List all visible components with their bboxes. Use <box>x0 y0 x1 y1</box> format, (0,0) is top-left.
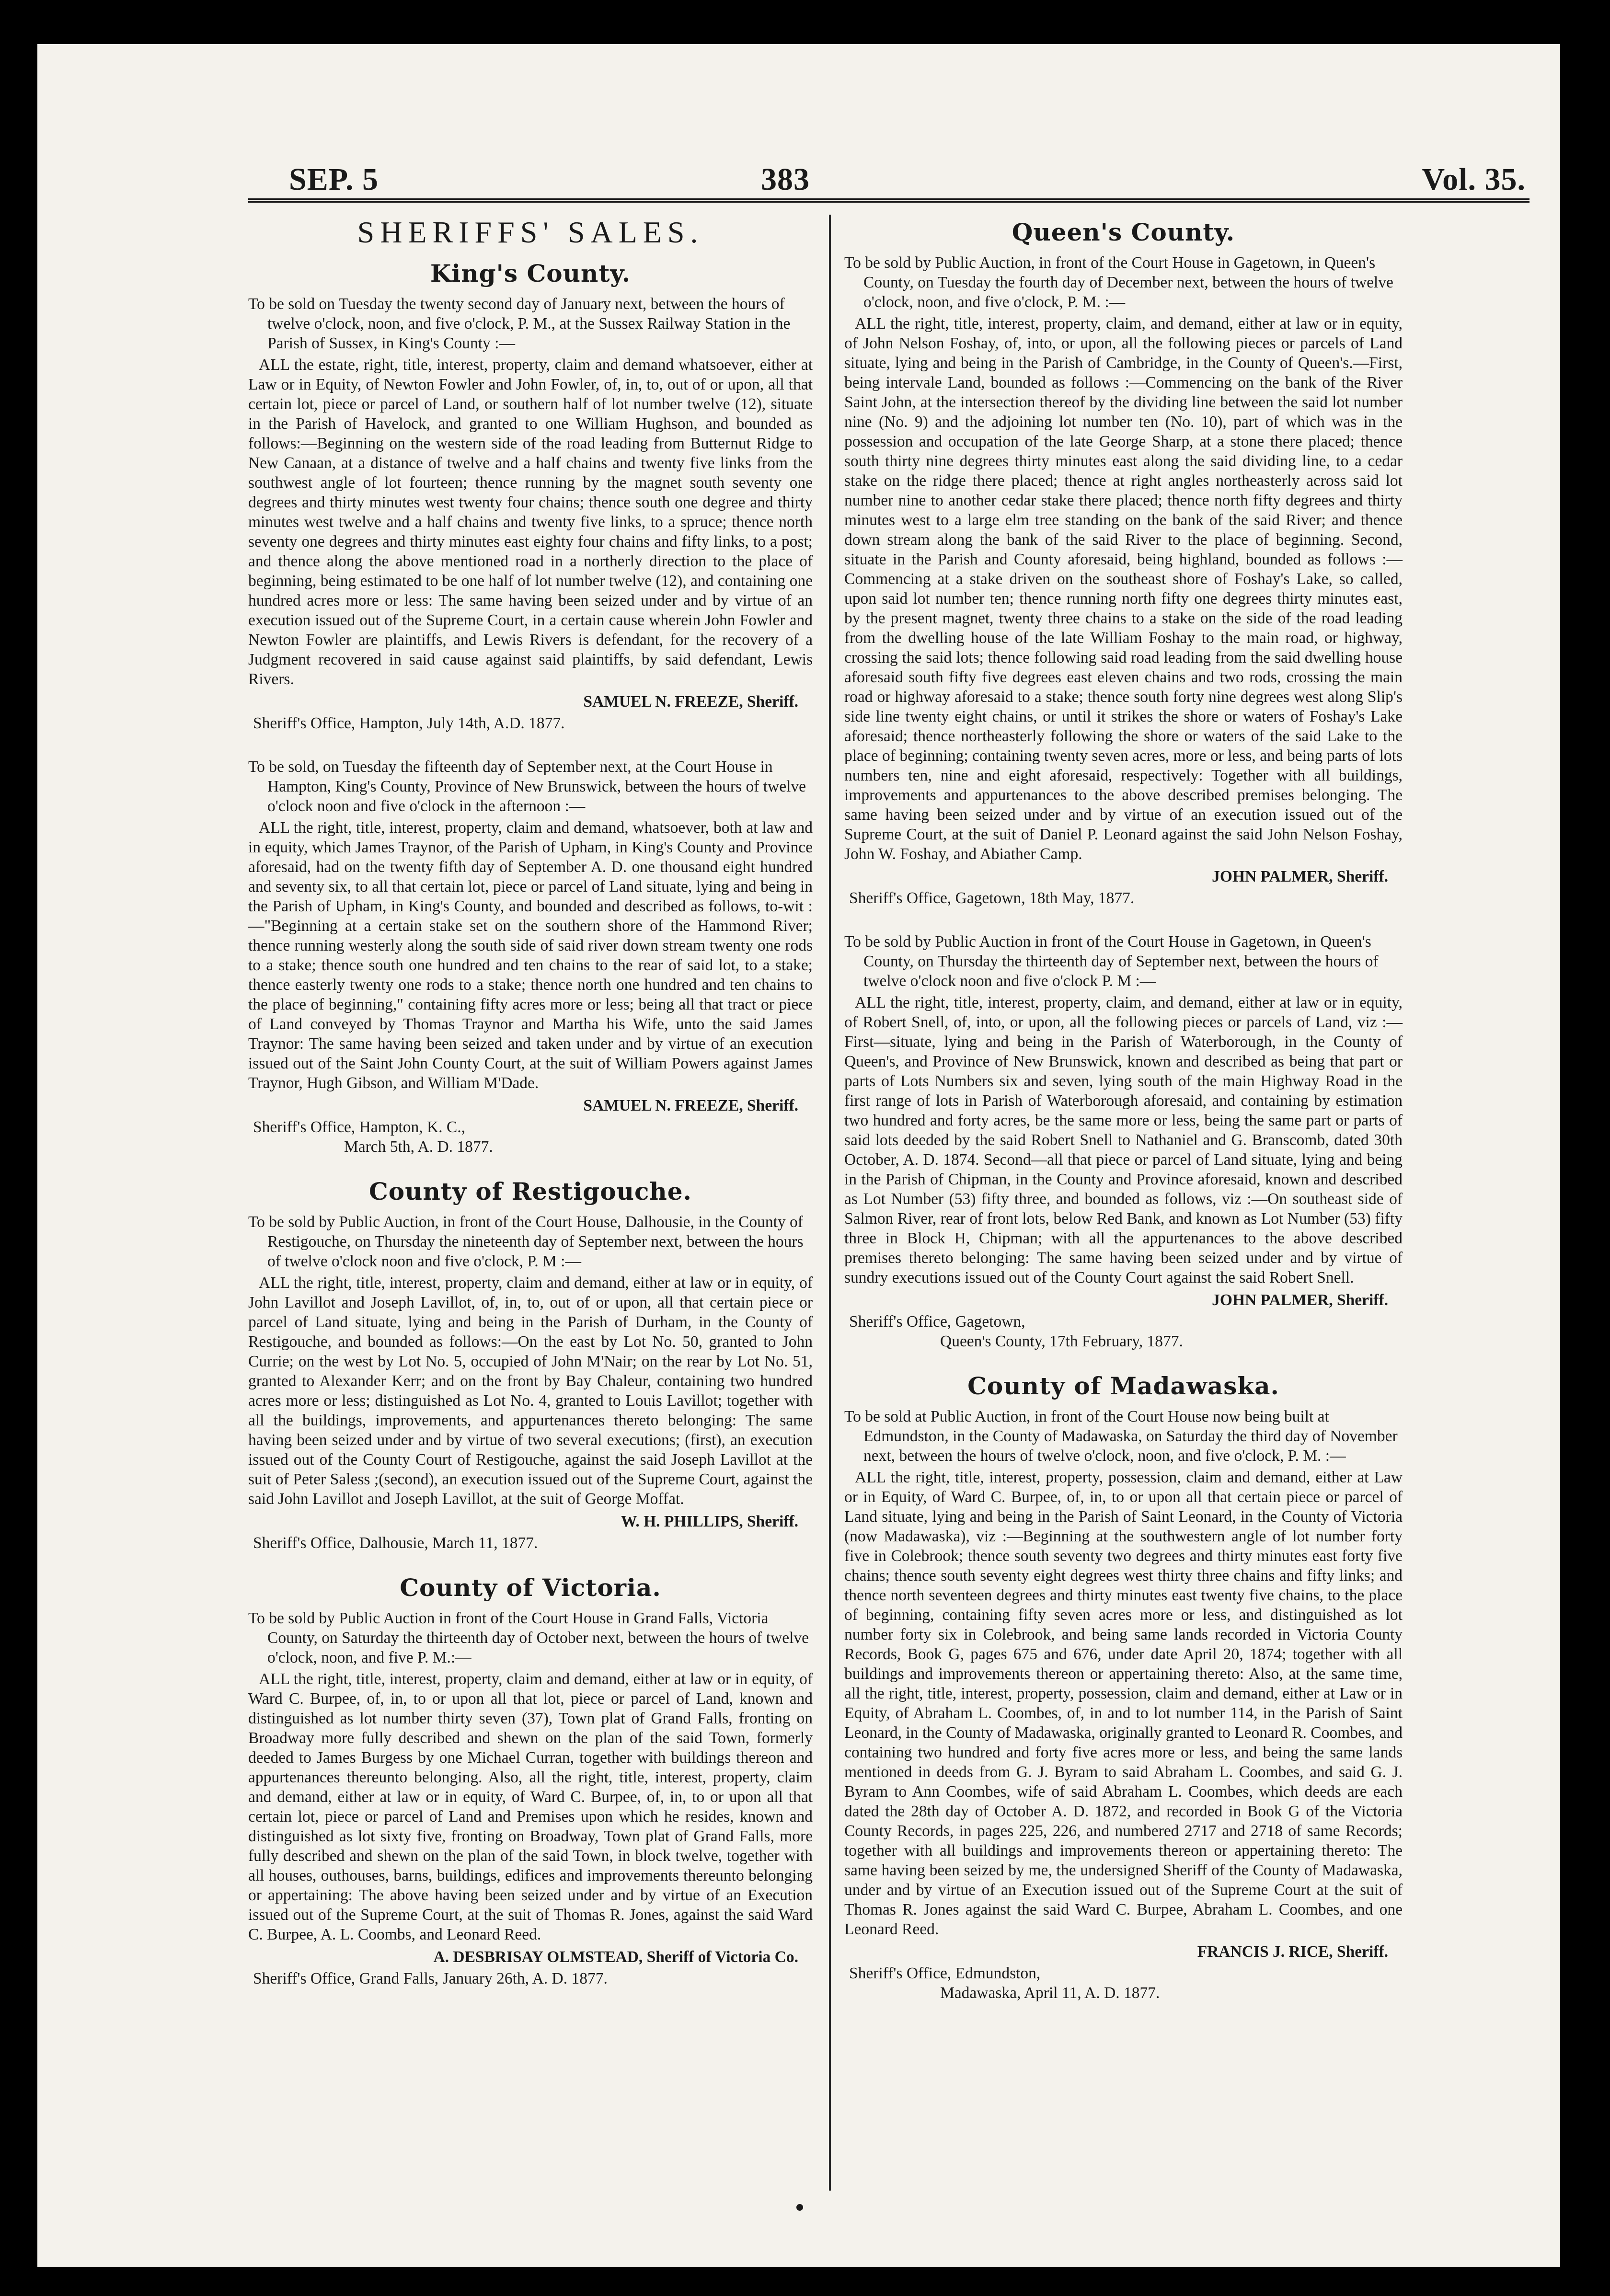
notice-kings-county <box>248 257 813 733</box>
sheriff-office: Sheriff's Office, Edmundston, <box>849 1964 1041 1982</box>
sheriff-office: Sheriff's Office, Grand Falls, January 26th, A. D. 1877. <box>253 1970 608 1987</box>
left-column <box>248 212 813 1988</box>
sheriff-office: Sheriff's Office, Hampton, K. C., <box>253 1118 466 1136</box>
notice-victoria <box>248 1571 813 1988</box>
sheriff-office-date: Madawaska, April 11, A. D. 1877. <box>940 1984 1160 2002</box>
section-title: County of Madawaska. <box>967 1372 1279 1400</box>
notice-intro: To be sold by Public Auction, in front of the Court House in Gagetown, in Queen's County, on Tuesday the fourth day of December next, between the hours of twelve o'clock, noon, and five o'clock, P. M. :— <box>844 254 1393 311</box>
notice-body: ALL the right, title, interest, property, claim and demand, whatsoever, both at law and in equity, which James Traynor, of the Parish of Upham, in King's County and Province aforesaid, had on the twenty fifth day of September A. D. one thousand eight hundred and seventy six, to all that certain lot, piece or parcel of Land situate, lying and being in the Parish of Upham, in King's County, and bounded and described as follows, to-wit :—"Beginning at a certain stake set on the southern shore of the Hammond River; thence running westerly along the south side of said river down stream twenty one rods to a stake; thence south one hundred and ten chains to the rear of said lot, to a stake; thence easterly twenty one rods to a stake; thence north one hundred and ten chains to the place of beginning," containing fifty acres more or less; being all that tract or piece of Land conveyed by Thomas Traynor and Martha his Wife, unto the said James Traynor: The same having been seized and taken under and by virtue of an execution issued out of the Saint John County Court, at the suit of William Powers against James Traynor, Hugh Gibson, and William M'Dade. <box>248 819 813 1092</box>
sheriff-signature: A. DESBRISAY OLMSTEAD, Sheriff of Victoria Co. <box>433 1948 798 1966</box>
right-column <box>844 212 1403 2003</box>
sheriff-office-date: March 5th, A. D. 1877. <box>344 1138 493 1156</box>
notice-body: ALL the estate, right, title, interest, property, claim and demand whatsoever, either at Law or in Equity, of Newton Fowler and John Fowler, of, in, to, out of or upon, all that certain lot, piece or parcel of Land, or southern half of lot number twelve (12), situate in the Parish of Havelock, and granted to one William Hughson, and bounded as follows:—Beginning on the western side of the road leading from Butternut Ridge to New Canaan, at a distance of twelve and a half chains and twenty five links from the southwest angle of lot fourteen; thence running by the magnet south seventy one degrees and thirty minutes west twenty four chains; thence south one degree and thirty minutes west twelve and a half chains and twenty five links, to a spruce; thence north seventy one degrees and thirty minutes east eighty four chains and fifty links, to a post; and thence along the above mentioned road in a northerly direction to the place of beginning, being estimated to be one half of lot number twelve (12), and containing one hundred acres more or less: The same having been seized under and by virtue of an execution issued out of the Supreme Court, in a certain cause wherein John Fowler and Newton Fowler are plaintiffs, and Lewis Rivers is defendant, for the recovery of a Judgment recovered in said cause against said plaintiffs, by said defendant, Lewis Rivers. <box>248 356 813 688</box>
sheriff-signature: W. H. PHILLIPS, Sheriff. <box>621 1513 798 1530</box>
volume-number: Vol. 35. <box>1422 162 1526 197</box>
header-rule <box>248 198 1530 203</box>
sheriff-office: Sheriff's Office, Dalhousie, March 11, 1877. <box>253 1534 538 1552</box>
sheriff-office-date: Queen's County, 17th February, 1877. <box>940 1332 1183 1350</box>
notice-body: ALL the right, title, interest, property, claim, and demand, either at law or in equity, of Robert Snell, of, into, or upon, all the following pieces or parcels of Land, viz :—First—situate, lying and being in the Parish of Waterborough, in the County of Queen's, and Province of New Brunswick, known and described as being that part or parts of Lots Numbers six and seven, lying south of the main Highway Road in the first range of lots in Parish of Waterborough aforesaid, and containing by estimation two hundred and forty acres, be the same more or less, being the same part or parts of said lots deeded by the said Robert Snell to Nathaniel and G. Branscomb, dated 30th October, A. D. 1874. Second—all that piece or parcel of Land situate, lying and being in the Parish of Chipman, in the County and Province aforesaid, known and described as Lot Number (53) fifty three, and bounded as follows, viz :—On southeast side of Salmon River, rear of front lots, below Red Bank, and known as Lot Number (53) fifty three in Block H, Chipman; with all the appurtenances to the above described premises thereto belonging: The same having been seized under and by virtue of sundry executions issued out of the County Court against the said Robert Snell. <box>844 994 1403 1286</box>
sheriff-signature: JOHN PALMER, Sheriff. <box>1212 868 1388 885</box>
notice-kings-county-2 <box>248 757 813 1157</box>
newspaper-page <box>37 44 1560 2267</box>
section-title: Queen's County. <box>1012 218 1235 246</box>
notice-intro: To be sold by Public Auction, in front of the Court House, Dalhousie, in the County of Restigouche, on Thursday the nineteenth day of September next, between the hours of twelve o'clock noon and five o'clock, P. M :— <box>248 1213 804 1270</box>
sheriff-office: Sheriff's Office, Gagetown, 18th May, 1877. <box>849 889 1135 907</box>
notice-intro: To be sold by Public Auction in front of the Court House in Gagetown, in Queen's County, on Thursday the thirteenth day of September next, between the hours of twelve o'clock noon and five o'clock P. M :— <box>844 933 1379 990</box>
column-divider <box>829 215 831 2191</box>
notice-madawaska <box>844 1369 1403 2003</box>
sheriff-signature: SAMUEL N. FREEZE, Sheriff. <box>583 693 798 711</box>
sheriff-office: Sheriff's Office, Hampton, July 14th, A.D. 1877. <box>253 714 565 732</box>
notice-intro: To be sold on Tuesday the twenty second day of January next, between the hours of twelve o'clock, noon, and five o'clock, P. M., at the Sussex Railway Station in the Parish of Sussex, in King's County :— <box>248 295 791 352</box>
notice-body: ALL the right, title, interest, property, claim and demand, either at law or in equity, of Ward C. Burpee, of, in, to or upon all that lot, piece or parcel of Land, known and distinguished as lot number thirty seven (37), Town plat of Grand Falls, fronting on Broadway more fully described and shewn on the plan of the said Town, formerly deeded to James Burgess by one Michael Curran, together with buildings thereon and appurtenances thereunto belonging. Also, all the right, title, interest, property, claim and demand, either at law or in equity, of Ward C. Burpee, of, in, to or upon all that certain lot, piece or parcel of Land and Premises upon which he resides, known and distinguished as lot sixty five, fronting on Broadway, Town plat of Grand Falls, more fully described and shewn on the plan of the said Town, in block twelve, together with all houses, outhouses, barns, buildings, edifices and improvements thereunto belonging or appertaining: The above having been seized under and by virtue of an Execution issued out of the Supreme Court, at the suit of Thomas R. Jones, against the said Ward C. Burpee, A. L. Coombs, and Leonard Reed. <box>248 1670 813 1943</box>
notice-body: ALL the right, title, interest, property, possession, claim and demand, either at Law or in Equity, of Ward C. Burpee, of, in, to or upon all that certain piece or parcel of Land situate, lying and being in the Parish of Saint Leonard, in the County of Victoria (now Madawaska), viz :—Beginning at the southwestern angle of lot number forty five in Colebrook; thence south seventy two degrees and thirty minutes east forty five chains; thence south seventy eight degrees west thirty three chains and fifty links; and thence north seventeen degrees and thirty minutes east twenty five chains, to the place of beginning, containing fifty seven acres more or less, and distinguished as lot number forty six in Colebrook, and being same lands recorded in Victoria County Records, Book G, pages 675 and 676, under date April 20, 1874; together with all buildings and improvements thereon or appertaining thereto: Also, at the same time, all the right, title, interest, property, possession, claim and demand, either at Law or in Equity, of Abraham L. Coombes, of, in and to lot number 114, in the Parish of Saint Leonard, in the County of Madawaska, originally granted to Leonard R. Coombes, and containing two hundred and forty five acres more or less, and being the same lands mentioned in deeds from G. J. Byram to said Abraham L. Coombes, and said G. J. Byram to Ann Coombes, wife of said Abraham L. Coombes, which deeds are each dated the 28th day of October A. D. 1872, and recorded in Book G of the Victoria County Records, in pages 225, 226, and numbered 2717 and 2718 of same Records; together with all buildings and improvements thereon or appertaining thereto: The same having been seized by me, the undersigned Sheriff of the County of Madawaska, under and by virtue of an Execution issued out of the Supreme Court at the suit of Thomas R. Jones against the said Ward C. Burpee, Abraham L. Coombes, and one Leonard Reed. <box>844 1469 1403 1938</box>
section-title: King's County. <box>430 259 631 287</box>
sheriff-signature: FRANCIS J. RICE, Sheriff. <box>1197 1943 1388 1961</box>
notice-body: ALL the right, title, interest, property, claim, and demand, either at law or in equity, of John Nelson Foshay, of, into, or upon, all the following pieces or parcels of Land situate, lying and being in the Parish of Cambridge, in the County of Queen's.—First, being intervale Land, bounded as follows :—Commencing on the bank of the River Saint John, at the intersection thereof by the dividing line between the said lot number nine (No. 9) and the adjoining lot number ten (No. 10), part of which was in the possession and occupation of the late George Sharp, at a stone there placed; thence south thirty nine degrees thirty minutes east along the said dividing line, to a cedar stake on the ridge there placed; thence at right angles northeasterly across said lot number nine to another cedar stake there placed; thence north fifty degrees and thirty minutes west to a large elm tree standing on the bank of the said River; and thence down stream along the bank of the said River to the place of beginning. Second, situate in the Parish and County aforesaid, being highland, bounded as follows :—Commencing at a stake driven on the southeast shore of Foshay's Lake, so called, upon said lot number ten; thence running north fifty one degrees thirty minutes east, by the present magnet, twenty three chains to a stake on the side of the road leading from the dwelling house of the late William Foshay to the main road, or highway, crossing the said lots; thence following said road leading from the said dwelling house aforesaid south fifty five degrees east eleven chains and two rods, crossing the main road or highway aforesaid to a stake; thence south forty nine degrees west along Slip's side line twenty eight chains, or until it strikes the shore or waters of Foshay's Lake aforesaid; thence northeasterly following the shore or waters of the said Lake to the place of beginning; containing twenty seven acres, more or less, and being parts of lots numbers ten, nine and eight aforesaid, respectively: Together with all buildings, improvements and appurtenances to the above described premises belonging. The same having been seized under and by virtue of an execution issued out of the Supreme Court, at the suit of Daniel P. Leonard against the said John Nelson Foshay, John W. Foshay, and Abiather Camp. <box>844 315 1403 863</box>
page-dot-ornament <box>796 2204 803 2211</box>
notice-restigouche <box>248 1175 813 1553</box>
sheriff-signature: SAMUEL N. FREEZE, Sheriff. <box>583 1097 798 1114</box>
main-title: SHERIFFS' SALES. <box>357 215 704 249</box>
page-number: 383 <box>761 162 810 197</box>
notice-intro: To be sold by Public Auction in front of the Court House in Grand Falls, Victoria County, on Saturday the thirteenth day of October next, between the hours of twelve o'clock, noon, and five P. M.:— <box>248 1609 809 1666</box>
notice-body: ALL the right, title, interest, property, claim and demand, either at law or in equity, of John Lavillot and Joseph Lavillot, of, in, to, out of or upon, all that certain piece or parcel of Land situate, lying and being in the Parish of Durham, in the County of Restigouche, and bounded as follows:—On the east by Lot No. 50, granted to John Currie; on the west by Lot No. 5, occupied of John M'Nair; on the rear by Lot No. 51, granted to Alexander Kerr; and on the front by Bay Chaleur, containing two hundred acres more or less; distinguished as Lot No. 4, granted to Louis Lavillot; together with all the buildings, improvements, and appurtenances thereto belonging: The same having been seized under and by virtue of two several executions; (first), an execution issued out of the County Court of Restigouche, against the said Joseph Lavillot at the suit of Peter Saless ;(second), an execution issued out of the Supreme Court, against the said John Lavillot and Joseph Lavillot, at the suit of George Moffat. <box>248 1274 813 1508</box>
notice-intro: To be sold, on Tuesday the fifteenth day of September next, at the Court House in Hampton, King's County, Province of New Brunswick, between the hours of twelve o'clock noon and five o'clock in the afternoon :— <box>248 758 806 815</box>
issue-date: SEP. 5 <box>289 162 379 197</box>
notice-queens-county <box>844 216 1403 908</box>
section-title: County of Restigouche. <box>369 1177 692 1205</box>
notice-intro: To be sold at Public Auction, in front of the Court House now being built at Edmundston, in the County of Madawaska, on Saturday the third day of November next, between the hours of twelve o'clock, noon, and five o'clock, P. M. :— <box>844 1408 1398 1465</box>
page-header <box>37 44 1560 207</box>
sheriff-office: Sheriff's Office, Gagetown, <box>849 1313 1025 1331</box>
section-title: County of Victoria. <box>400 1573 661 1602</box>
notice-queens-county-2 <box>844 932 1403 1351</box>
sheriff-signature: JOHN PALMER, Sheriff. <box>1212 1291 1388 1309</box>
